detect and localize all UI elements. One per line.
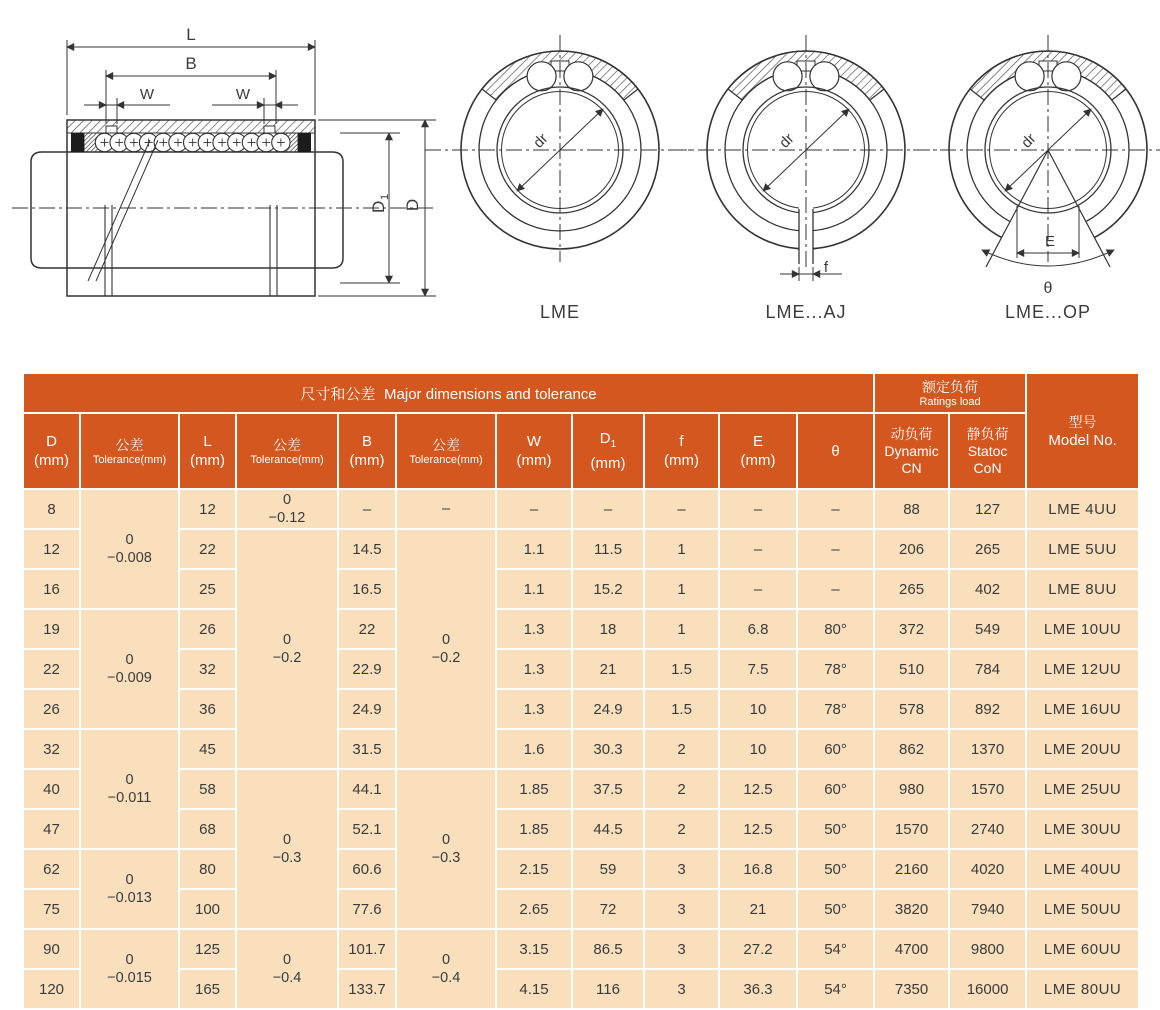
- table-cell: –: [338, 489, 396, 529]
- table-cell: 25: [179, 569, 236, 609]
- table-row: [23, 689, 1139, 729]
- table-cell: 22: [23, 649, 80, 689]
- table-row: [23, 929, 1139, 969]
- table-cell: LME 16UU: [1026, 689, 1139, 729]
- column-header-dynamic-load: 动负荷 Dynamic CN: [874, 413, 949, 489]
- seal-left: [71, 133, 84, 152]
- table-cell: 22.9: [338, 649, 396, 689]
- ball-row: [95, 133, 290, 151]
- table-cell: 1.85: [496, 809, 572, 849]
- table-cell: 60.6: [338, 849, 396, 889]
- end-view-lme-aj: [671, 35, 941, 281]
- table-cell: LME 80UU: [1026, 969, 1139, 1009]
- table-cell: 892: [949, 689, 1026, 729]
- table-cell: –: [719, 489, 797, 529]
- end-view-lme: [425, 35, 695, 262]
- table-cell: 1.1: [496, 569, 572, 609]
- table-cell: 36: [179, 689, 236, 729]
- table-cell: 1: [644, 609, 719, 649]
- column-header-theta: θ: [797, 413, 874, 489]
- table-cell: 3: [644, 969, 719, 1009]
- table-cell: LME 25UU: [1026, 769, 1139, 809]
- table-cell: 2160: [874, 849, 949, 889]
- column-header-model: 型号 Model No.: [1026, 373, 1139, 489]
- table-cell: –: [396, 489, 496, 529]
- table-cell: 26: [23, 689, 80, 729]
- label-W-right: W: [235, 86, 251, 103]
- table-cell: –: [797, 569, 874, 609]
- table-cell: 37.5: [572, 769, 644, 809]
- dimensions-table: [22, 372, 1140, 1010]
- table-cell: 10: [719, 729, 797, 769]
- column-header-l: L (mm): [179, 413, 236, 489]
- table-cell: 549: [949, 609, 1026, 649]
- table-cell: 75: [23, 889, 80, 929]
- table-cell: 88: [874, 489, 949, 529]
- table-cell: 0 −0.015: [80, 929, 179, 1009]
- table-cell: 100: [179, 889, 236, 929]
- column-header-d-tolerance: 公差 Tolerance(mm): [80, 413, 179, 489]
- table-cell: 0 −0.009: [80, 609, 179, 729]
- label-dr-2: dr: [776, 130, 798, 152]
- table-cell: 44.1: [338, 769, 396, 809]
- label-W-left: W: [139, 86, 155, 103]
- table-row: [23, 609, 1139, 649]
- label-L: L: [186, 25, 196, 44]
- table-cell: 16000: [949, 969, 1026, 1009]
- group-header-dimensions: 尺寸和公差 Major dimensions and tolerance: [23, 373, 874, 413]
- circlip-grooves: [105, 205, 277, 296]
- table-cell: 1.3: [496, 649, 572, 689]
- table-cell: 1570: [874, 809, 949, 849]
- table-cell: –: [797, 489, 874, 529]
- table-cell: 0 −0.3: [236, 769, 338, 929]
- table-cell: 578: [874, 689, 949, 729]
- table-cell: 1370: [949, 729, 1026, 769]
- table-cell: 30.3: [572, 729, 644, 769]
- table-cell: 265: [874, 569, 949, 609]
- label-dr-1: dr: [530, 130, 552, 152]
- table-cell: 62: [23, 849, 80, 889]
- cross-section-view: [12, 40, 436, 296]
- table-cell: 8: [23, 489, 80, 529]
- table-cell: 1.3: [496, 609, 572, 649]
- table-row: [23, 769, 1139, 809]
- table-cell: 2.15: [496, 849, 572, 889]
- table-cell: 0 −0.013: [80, 849, 179, 929]
- table-cell: LME 20UU: [1026, 729, 1139, 769]
- table-cell: 3.15: [496, 929, 572, 969]
- label-dr-3: dr: [1018, 130, 1040, 152]
- table-cell: 68: [179, 809, 236, 849]
- table-cell: 0 −0.008: [80, 489, 179, 609]
- table-cell: 0 −0.2: [236, 529, 338, 769]
- shaft-outline: [31, 152, 343, 268]
- table-cell: 80: [179, 849, 236, 889]
- table-cell: 1: [644, 529, 719, 569]
- table-cell: 72: [572, 889, 644, 929]
- column-header-b: B (mm): [338, 413, 396, 489]
- table-cell: 78°: [797, 649, 874, 689]
- caption-lme-op: LME...OP: [1004, 302, 1092, 322]
- column-header-f: f (mm): [644, 413, 719, 489]
- table-cell: 50°: [797, 889, 874, 929]
- table-cell: 133.7: [338, 969, 396, 1009]
- table-cell: 90: [23, 929, 80, 969]
- label-B: B: [185, 54, 197, 73]
- table-row: [23, 889, 1139, 929]
- table-cell: 120: [23, 969, 80, 1009]
- table-cell: 2: [644, 769, 719, 809]
- table-cell: 16: [23, 569, 80, 609]
- table-cell: 7940: [949, 889, 1026, 929]
- end-view-lme-op: [913, 35, 1160, 267]
- table-cell: 58: [179, 769, 236, 809]
- table-cell: 1.6: [496, 729, 572, 769]
- table-cell: 22: [338, 609, 396, 649]
- table-cell: 15.2: [572, 569, 644, 609]
- shaft-break-marks: [88, 140, 158, 281]
- table-row: [23, 849, 1139, 889]
- table-cell: 54°: [797, 969, 874, 1009]
- svg-text:D: D: [403, 198, 422, 212]
- column-header-w: W (mm): [496, 413, 572, 489]
- table-cell: 0 −0.4: [396, 929, 496, 1009]
- table-cell: 32: [179, 649, 236, 689]
- column-header-d1: $D_1$ (mm): [572, 413, 644, 489]
- bearing-technical-drawing: [0, 0, 1160, 365]
- table-cell: LME 30UU: [1026, 809, 1139, 849]
- table-row: [23, 969, 1139, 1009]
- w-notch-right: [264, 126, 275, 133]
- label-f: f: [823, 259, 829, 276]
- table-cell: 21: [719, 889, 797, 929]
- table-cell: 52.1: [338, 809, 396, 849]
- label-E: E: [1044, 233, 1056, 250]
- table-cell: 2.65: [496, 889, 572, 929]
- table-cell: LME 50UU: [1026, 889, 1139, 929]
- table-cell: LME 10UU: [1026, 609, 1139, 649]
- table-cell: 32: [23, 729, 80, 769]
- table-cell: 9800: [949, 929, 1026, 969]
- table-cell: 862: [874, 729, 949, 769]
- sleeve-hatch: [67, 120, 315, 133]
- table-cell: 50°: [797, 809, 874, 849]
- table-cell: 11.5: [572, 529, 644, 569]
- table-cell: –: [719, 529, 797, 569]
- table-cell: 10: [719, 689, 797, 729]
- table-cell: 19: [23, 609, 80, 649]
- table-cell: 980: [874, 769, 949, 809]
- table-row: [23, 529, 1139, 569]
- svg-text:D: D: [369, 200, 388, 213]
- table-cell: LME 8UU: [1026, 569, 1139, 609]
- table-cell: 50°: [797, 849, 874, 889]
- table-cell: 784: [949, 649, 1026, 689]
- column-header-e: E (mm): [719, 413, 797, 489]
- table-cell: 47: [23, 809, 80, 849]
- table-cell: 4.15: [496, 969, 572, 1009]
- table-cell: 40: [23, 769, 80, 809]
- caption-lme: LME: [539, 302, 581, 322]
- table-row: [23, 489, 1139, 529]
- table-cell: 27.2: [719, 929, 797, 969]
- column-header-b-tolerance: 公差 Tolerance(mm): [396, 413, 496, 489]
- table-cell: LME 60UU: [1026, 929, 1139, 969]
- table-cell: 2: [644, 809, 719, 849]
- table-cell: 125: [179, 929, 236, 969]
- table-cell: 1.3: [496, 689, 572, 729]
- table-cell: 1.1: [496, 529, 572, 569]
- table-cell: 1.85: [496, 769, 572, 809]
- label-D1: [369, 194, 391, 213]
- label-theta: θ: [1043, 280, 1053, 297]
- table-cell: 24.9: [572, 689, 644, 729]
- table-cell: 127: [949, 489, 1026, 529]
- table-cell: LME 4UU: [1026, 489, 1139, 529]
- table-row: [23, 569, 1139, 609]
- table-cell: LME 12UU: [1026, 649, 1139, 689]
- table-cell: 1.5: [644, 689, 719, 729]
- table-cell: 77.6: [338, 889, 396, 929]
- table-cell: 21: [572, 649, 644, 689]
- table-cell: 7.5: [719, 649, 797, 689]
- table-cell: 4700: [874, 929, 949, 969]
- table-cell: 31.5: [338, 729, 396, 769]
- table-cell: 44.5: [572, 809, 644, 849]
- table-cell: 78°: [797, 689, 874, 729]
- table-cell: 16.8: [719, 849, 797, 889]
- table-cell: 2: [644, 729, 719, 769]
- table-cell: LME 5UU: [1026, 529, 1139, 569]
- table-cell: –: [572, 489, 644, 529]
- table-cell: 7350: [874, 969, 949, 1009]
- table-cell: 0 −0.3: [396, 769, 496, 929]
- column-header-d: D (mm): [23, 413, 80, 489]
- table-cell: 24.9: [338, 689, 396, 729]
- table-cell: 3: [644, 929, 719, 969]
- table-cell: 12: [23, 529, 80, 569]
- table-cell: 3820: [874, 889, 949, 929]
- table-cell: 265: [949, 529, 1026, 569]
- w-notch-left: [106, 126, 117, 133]
- table-cell: –: [797, 529, 874, 569]
- table-cell: 3: [644, 889, 719, 929]
- table-cell: –: [719, 569, 797, 609]
- table-cell: 6.8: [719, 609, 797, 649]
- table-cell: 59: [572, 849, 644, 889]
- table-cell: 165: [179, 969, 236, 1009]
- table-cell: 1: [644, 569, 719, 609]
- table-cell: 101.7: [338, 929, 396, 969]
- table-cell: 16.5: [338, 569, 396, 609]
- table-row: [23, 729, 1139, 769]
- table-cell: 0 −0.12: [236, 489, 338, 529]
- seal-right: [298, 133, 311, 152]
- table-cell: 14.5: [338, 529, 396, 569]
- table-cell: 0 −0.4: [236, 929, 338, 1009]
- table-cell: 0 −0.2: [396, 529, 496, 769]
- table-cell: 1.5: [644, 649, 719, 689]
- table-cell: 12: [179, 489, 236, 529]
- dim-B: [106, 70, 276, 124]
- table-cell: 402: [949, 569, 1026, 609]
- svg-text:1: 1: [379, 193, 391, 200]
- table-cell: 26: [179, 609, 236, 649]
- table-cell: LME 40UU: [1026, 849, 1139, 889]
- table-cell: 86.5: [572, 929, 644, 969]
- table-cell: –: [496, 489, 572, 529]
- table-cell: 372: [874, 609, 949, 649]
- table-cell: 60°: [797, 769, 874, 809]
- table-cell: 18: [572, 609, 644, 649]
- column-header-static-load: 静负荷 Statoc CoN: [949, 413, 1026, 489]
- table-cell: 4020: [949, 849, 1026, 889]
- table-cell: 22: [179, 529, 236, 569]
- table-cell: 60°: [797, 729, 874, 769]
- table-cell: 54°: [797, 929, 874, 969]
- table-cell: 206: [874, 529, 949, 569]
- table-cell: 12.5: [719, 769, 797, 809]
- label-D: [403, 199, 422, 211]
- table-cell: 1570: [949, 769, 1026, 809]
- table-cell: 2740: [949, 809, 1026, 849]
- dim-L: [67, 40, 315, 115]
- table-cell: 116: [572, 969, 644, 1009]
- column-header-l-tolerance: 公差 Tolerance(mm): [236, 413, 338, 489]
- table-cell: 510: [874, 649, 949, 689]
- group-header-rated-load: 额定负荷 Ratings load: [874, 373, 1026, 413]
- table-row: [23, 809, 1139, 849]
- table-cell: 45: [179, 729, 236, 769]
- table-cell: –: [644, 489, 719, 529]
- table-cell: 3: [644, 849, 719, 889]
- table-row: [23, 649, 1139, 689]
- table-cell: 0 −0.011: [80, 729, 179, 849]
- caption-lme-aj: LME...AJ: [765, 302, 847, 322]
- table-cell: 80°: [797, 609, 874, 649]
- table-cell: 36.3: [719, 969, 797, 1009]
- table-cell: 12.5: [719, 809, 797, 849]
